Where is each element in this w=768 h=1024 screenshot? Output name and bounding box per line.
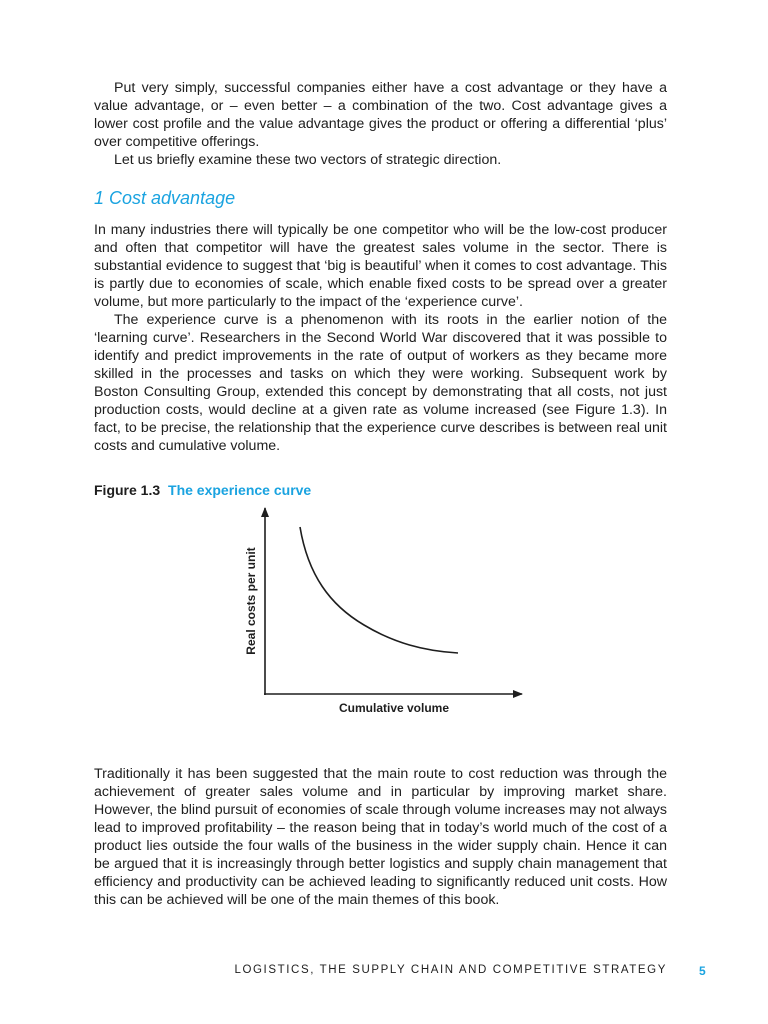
page-number: 5 bbox=[699, 964, 706, 978]
x-axis-label: Cumulative volume bbox=[338, 701, 450, 715]
section-paragraph-1: In many industries there will typically be one competitor who will be the low-cost producer and often that competitor will have the greatest sales volume in the sector. There is substantial evidence to suggest that ‘big is beautiful’ when it comes to cost advantage. This is partly due to economies of scale, which enable fixed costs to be spread over a greater volume, but more particularly to the impact of the ‘experience curve’. bbox=[94, 222, 667, 310]
figure-number: Figure 1.3 bbox=[94, 482, 161, 498]
experience-curve-chart bbox=[94, 505, 667, 735]
running-head: LOGISTICS, THE SUPPLY CHAIN AND COMPETITIVE STRATEGY bbox=[234, 964, 667, 976]
y-axis-label: Real costs per unit bbox=[244, 547, 258, 655]
page-footer bbox=[0, 964, 768, 982]
after-figure-paragraph: Traditionally it has been suggested that the main route to cost reduction was through the achievement of greater sales volume and in particular by improving market share. However, the blind pursuit of economies of scale through volume increases may not always lead to improved profitability – the reason being that in today’s world much of the cost of a product lies outside the four walls of the business in the wider supply chain. Hence it can be argued that it is increasingly through better logistics and supply chain management that efficiency and productivity can be achieved leading to significantly reduced unit costs. How this can be achieved will be one of the main themes of this book. bbox=[94, 766, 667, 908]
figure-title: The experience curve bbox=[168, 482, 312, 498]
page-body bbox=[94, 79, 667, 909]
intro-paragraph-2: Let us briefly examine these two vectors of strategic direction. bbox=[114, 152, 502, 168]
section-heading: 1 Cost advantage bbox=[94, 188, 236, 208]
experience-curve-figure bbox=[94, 505, 667, 735]
experience-curve-line bbox=[300, 527, 458, 653]
intro-paragraph-1: Put very simply, successful companies either have a cost advantage or they have a value advantage, or – even better – a combination of the two. Cost advantage gives a lower cost profile and the value advantage gives the product or offering a differential ‘plus’ over competitive offerings. bbox=[94, 80, 667, 150]
figure-caption bbox=[94, 481, 667, 499]
section-paragraph-2: The experience curve is a phenomenon with its roots in the earlier notion of the ‘learning curve’. Researchers in the Second World War discovered that it was possible to identify and predict improvements in the rate of output of workers as they became more skilled in the processes and tasks on which they were working. Subsequent work by Boston Consulting Group, extended this concept by demonstrating that all costs, not just production costs, would decline at a given rate as volume increased (see Figure 1.3). In fact, to be precise, the relationship that the experience curve describes is between real unit costs and cumulative volume. bbox=[94, 312, 667, 454]
